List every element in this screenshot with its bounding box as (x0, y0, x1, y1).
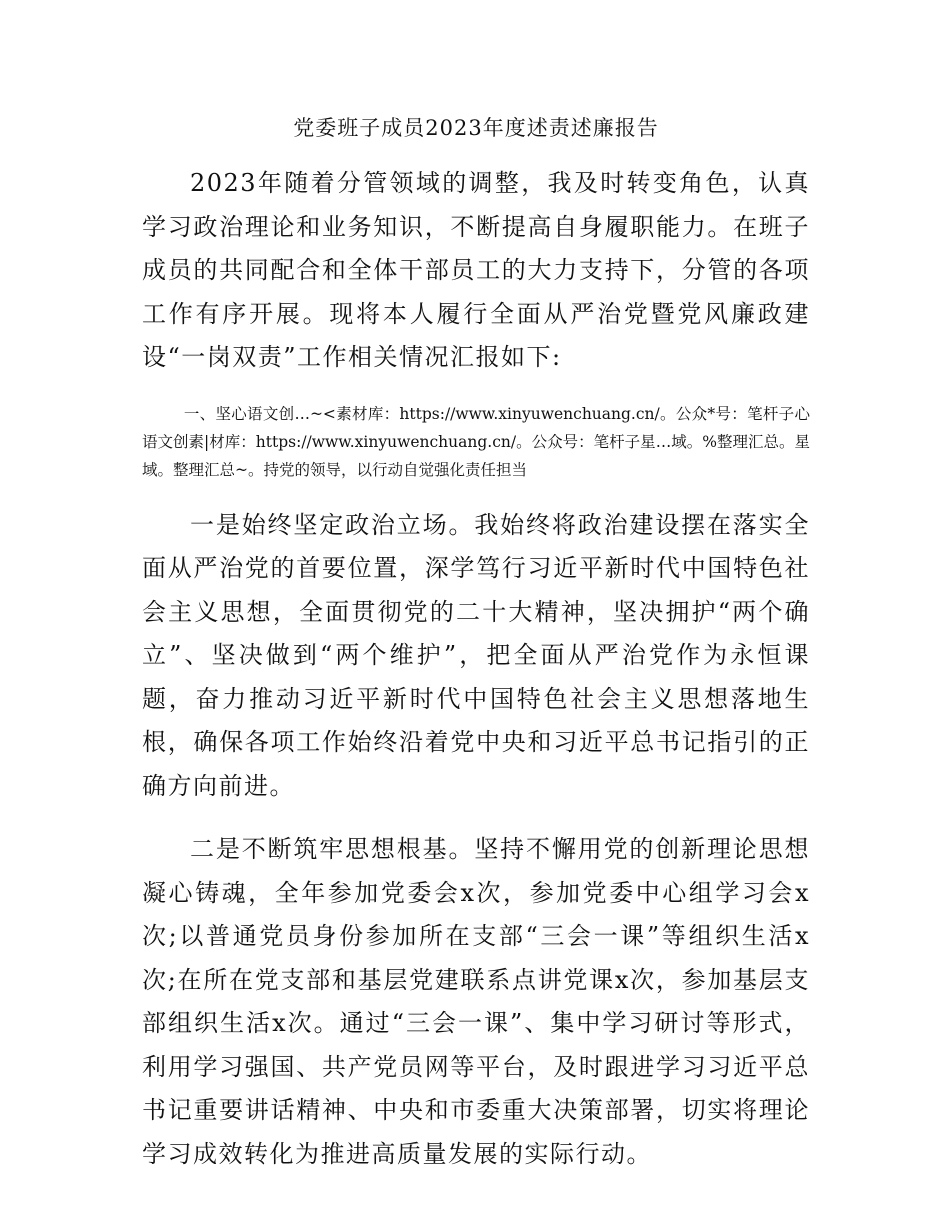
section-heading: 一、坚心语文创…~<素材库：https://www.xinyuwenchuang.cn/。公众*号：笔杆子心语文创素|材库：https://www.xinyuwenchuang.cn/。公众号：笔杆子星…域。%整理汇总。星域。整理汇总~。持党的领导，以行动自觉强化责任担当 (142, 404, 810, 479)
document-title: 党委班子成员2023年度述责述廉报告 (293, 116, 659, 140)
point-two-paragraph: 二是不断筑牢思想根基。坚持不懈用党的创新理论思想凝心铸魂，全年参加党委会x次，参加党委中心组学习会x次;以普通党员身份参加所在支部“三会一课”等组织生活x次;在所在党支部和基层党建联系点讲党课x次，参加基层支部组织生活x次。通过“三会一课”、集中学习研讨等形式，利用学习强国、共产党员网等平台，及时跟进学习习近平总书记重要讲话精神、中央和市委重大决策部署，切实将理论学习成效转化为推进高质量发展的实际行动。 (142, 835, 810, 1168)
intro-paragraph: 2023年随着分管领域的调整，我及时转变角色，认真学习政治理论和业务知识，不断提高自身履职能力。在班子成员的共同配合和全体干部员工的大力支持下，分管的各项工作有序开展。现将本人履行全面从严治党暨党风廉政建设“一岗双责”工作相关情况汇报如下: (142, 169, 810, 371)
document-page (142, 108, 810, 1176)
point-one-paragraph: 一是始终坚定政治立场。我始终将政治建设摆在落实全面从严治党的首要位置，深学笃行习近平新时代中国特色社会主义思想，全面贯彻党的二十大精神，坚决拥护“两个确立”、坚决做到“两个维护”，把全面从严治党作为永恒课题，奋力推动习近平新时代中国特色社会主义思想落地生根，确保各项工作始终沿着党中央和习近平总书记指引的正确方向前进。 (142, 510, 810, 800)
